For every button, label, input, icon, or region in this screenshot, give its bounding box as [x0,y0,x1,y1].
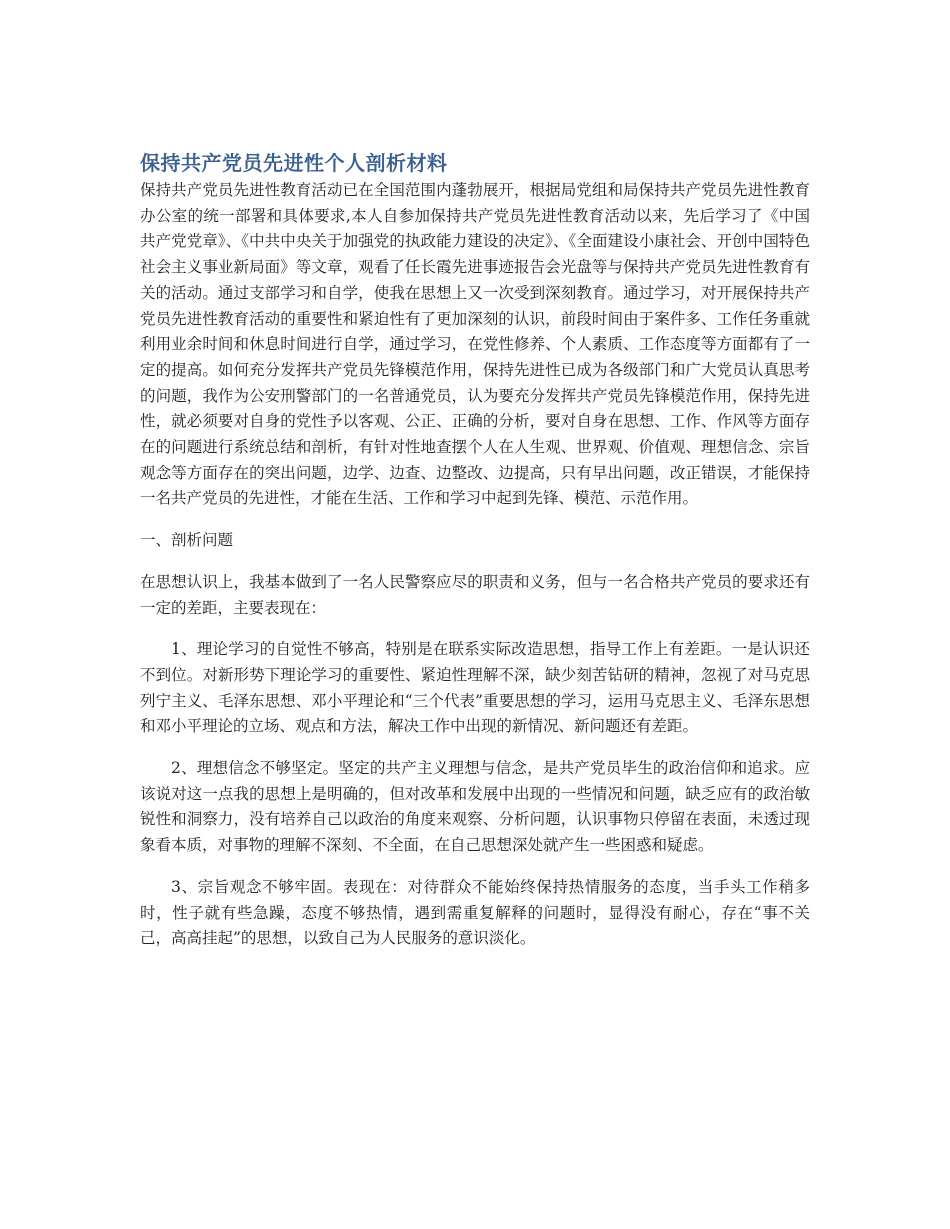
list-item: 3、宗旨观念不够牢固。表现在：对待群众不能始终保持热情服务的态度，当手头工作稍多时，性子就有些急躁，态度不够热情，遇到需重复解释的问题时，显得没有耐心，存在“事不关己，高高挂起”的思想，以致自己为人民服务的意识淡化。 [140,877,810,948]
document-body [140,148,810,952]
document-title: 保持共产党员先进性个人剖析材料 [140,151,448,175]
section-intro-paragraph: 在思想认识上，我基本做到了一名人民警察应尽的职责和义务，但与一名合格共产党员的要求还有一定的差距，主要表现在： [140,572,810,617]
list-item: 2、理想信念不够坚定。坚定的共产主义理想与信念，是共产党员毕生的政治信仰和追求。应该说对这一点我的思想上是明确的，但对改革和发展中出现的一些情况和问题，缺乏应有的政治敏锐性和洞察力，没有培养自己以政治的角度来观察、分析问题，认识事物只停留在表面，未透过现象看本质，对事物的理解不深刻、不全面，在自己思想深处就产生一些困惑和疑虑。 [140,759,810,855]
list-item: 1、理论学习的自觉性不够高，特别是在联系实际改造思想，指导工作上有差距。一是认识还不到位。对新形势下理论学习的重要性、紧迫性理解不深，缺少刻苦钻研的精神，忽视了对马克思列宁主义、毛泽东思想、邓小平理论和“三个代表”重要思想的学习，运用马克思主义、毛泽东思想和邓小平理论的立场、观点和方法，解决工作中出现的新情况、新问题还有差距。 [140,640,810,736]
intro-paragraph: 保持共产党员先进性教育活动已在全国范围内蓬勃展开，根据局党组和局保持共产党员先进性教育办公室的统一部署和具体要求,本人自参加保持共产党员先进性教育活动以来，先后学习了《中国共产党党章》、《中共中央关于加强党的执政能力建设的决定》、《全面建设小康社会、开创中国特色社会主义事业新局面》等文章，观看了任长霞先进事迹报告会光盘等与保持共产党员先进性教育有关的活动。通过支部学习和自学，使我在思想上又一次受到深刻教育。通过学习，对开展保持共产党员先进性教育活动的重要性和紧迫性有了更加深刻的认识，前段时间由于案件多、工作任务重就利用业余时间和休息时间进行自学，通过学习，在党性修养、个人素质、工作态度等方面都有了一定的提高。如何充分发挥共产党员先锋模范作用，保持先进性已成为各级部门和广大党员认真思考的问题，我作为公安刑警部门的一名普通党员，认为要充分发挥共产党员先锋模范作用，保持先进性，就必须要对自身的党性予以客观、公正、正确的分析，要对自身在思想、工作、作风等方面存在的问题进行系统总结和剖析，有针对性地查摆个人在人生观、世界观、价值观、理想信念、宗旨观念等方面存在的突出问题，边学、边查、边整改、边提高，只有早出问题，改正错误，才能保持一名共产党员的先进性，才能在生活、工作和学习中起到先锋、模范、示范作用。 [140,181,810,508]
section-heading: 一、剖析问题 [140,531,234,550]
